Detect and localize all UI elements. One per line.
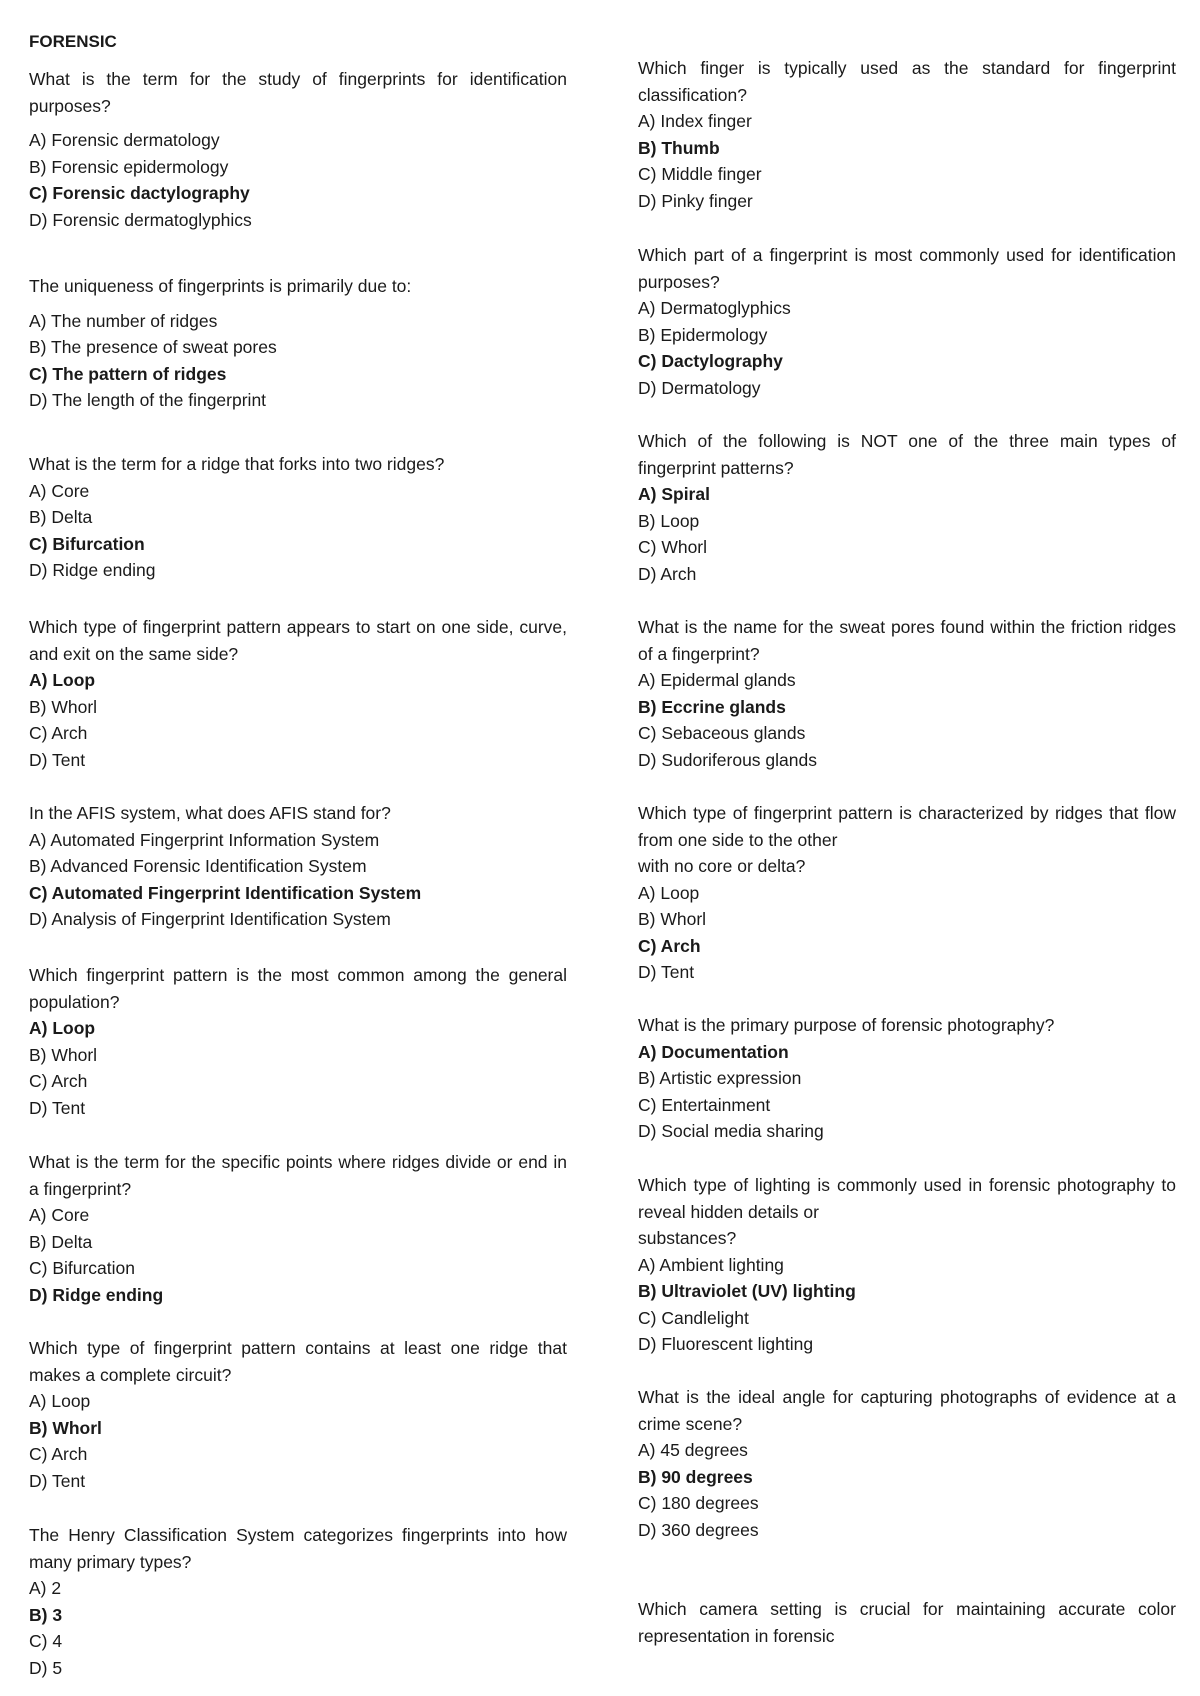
question-block bbox=[29, 451, 567, 584]
option: B) Delta bbox=[29, 507, 93, 527]
option: A) Ambient lighting bbox=[638, 1254, 784, 1275]
option: D) Tent bbox=[29, 749, 86, 770]
option: D) Dermatology bbox=[638, 377, 761, 398]
option-correct: A) Loop bbox=[29, 670, 96, 690]
question-text: What is the primary purpose of forensic photography? bbox=[638, 1015, 1055, 1035]
question-line: substances? bbox=[638, 1228, 737, 1248]
options-list bbox=[638, 481, 1176, 587]
option: D) Tent bbox=[638, 962, 695, 982]
question-line: with no core or delta? bbox=[638, 856, 806, 876]
question-text: What is the term for the study of fingerprints for identification purposes? bbox=[29, 69, 567, 116]
option: A) Dermatoglyphics bbox=[638, 298, 791, 318]
options-list bbox=[29, 1388, 567, 1494]
question-text: Which part of a fingerprint is most commonly used for identification purposes? bbox=[638, 245, 1176, 292]
question-block bbox=[29, 273, 567, 414]
question-block bbox=[638, 242, 1176, 401]
question-block bbox=[29, 800, 567, 933]
option: A) Core bbox=[29, 480, 90, 501]
question-text: Which of the following is NOT one of the three main types of fingerprint patterns? bbox=[638, 431, 1176, 478]
question-block bbox=[638, 55, 1176, 214]
option: A) Forensic dermatology bbox=[29, 130, 220, 150]
option: B) Epidermology bbox=[638, 324, 768, 345]
option: A) 45 degrees bbox=[638, 1440, 748, 1460]
options-list bbox=[29, 308, 567, 414]
question-block bbox=[638, 1172, 1176, 1358]
option: D) 360 degrees bbox=[638, 1519, 759, 1540]
document-title: FORENSIC bbox=[29, 32, 117, 51]
option: C) Sebaceous glands bbox=[638, 723, 806, 743]
option-correct: C) Forensic dactylography bbox=[29, 183, 250, 203]
option-correct: A) Loop bbox=[29, 1018, 96, 1038]
question-text: What is the term for the specific points where ridges divide or end in a fingerprint? bbox=[29, 1152, 567, 1199]
option-correct: A) Spiral bbox=[638, 484, 710, 504]
question-block bbox=[638, 428, 1176, 587]
options-list bbox=[29, 667, 567, 773]
option-correct: B) Eccrine glands bbox=[638, 696, 786, 717]
question-block bbox=[29, 1335, 567, 1494]
option: D) Tent bbox=[29, 1470, 86, 1491]
question-text: What is the term for a ridge that forks into two ridges? bbox=[29, 454, 445, 474]
question-text: Which type of fingerprint pattern appears to start on one side, curve, and exit on the same side? bbox=[29, 617, 567, 664]
option: A) The number of ridges bbox=[29, 310, 218, 331]
question-text: The Henry Classification System categorizes fingerprints into how many primary types? bbox=[29, 1525, 567, 1572]
option-correct: B) Ultraviolet (UV) lighting bbox=[638, 1281, 856, 1301]
option: D) Fluorescent lighting bbox=[638, 1334, 814, 1354]
option: C) 180 degrees bbox=[638, 1493, 759, 1513]
option: C) Bifurcation bbox=[29, 1258, 136, 1278]
question-text: What is the name for the sweat pores found within the friction ridges of a fingerprint? bbox=[638, 617, 1176, 664]
option: D) The length of the fingerprint bbox=[29, 390, 267, 410]
options-list bbox=[638, 1437, 1176, 1543]
question-text: The uniqueness of fingerprints is primarily due to: bbox=[29, 276, 412, 296]
option: A) Core bbox=[29, 1205, 90, 1225]
question-text: What is the ideal angle for capturing photographs of evidence at a crime scene? bbox=[638, 1387, 1176, 1434]
question-block bbox=[29, 1149, 567, 1308]
options-list bbox=[29, 1575, 567, 1681]
option-correct: C) Automated Fingerprint Identification System bbox=[29, 882, 422, 903]
option: D) Arch bbox=[638, 563, 697, 584]
options-list bbox=[638, 880, 1176, 986]
options-list bbox=[29, 827, 567, 933]
option: A) Loop bbox=[29, 1391, 91, 1411]
question-block bbox=[638, 1384, 1176, 1543]
option: B) Delta bbox=[29, 1231, 93, 1252]
option: B) Loop bbox=[638, 510, 700, 531]
question-block bbox=[638, 800, 1176, 986]
option-correct: B) Thumb bbox=[638, 137, 720, 158]
option-correct: B) 3 bbox=[29, 1604, 63, 1625]
options-list bbox=[29, 127, 567, 233]
option: C) Arch bbox=[29, 723, 88, 743]
question-text: Which finger is typically used as the standard for fingerprint classification? bbox=[638, 58, 1176, 105]
option: A) Loop bbox=[638, 882, 700, 903]
option: B) Whorl bbox=[29, 1044, 98, 1065]
option: B) Forensic epidermology bbox=[29, 156, 229, 177]
option: D) Tent bbox=[29, 1097, 86, 1118]
options-list bbox=[638, 1039, 1176, 1145]
question-text bbox=[638, 800, 1176, 880]
question-text: In the AFIS system, what does AFIS stand for? bbox=[29, 803, 391, 823]
question-block bbox=[638, 1596, 1176, 1649]
option: D) Social media sharing bbox=[638, 1121, 824, 1141]
option-correct: C) Arch bbox=[638, 935, 701, 956]
option: B) Whorl bbox=[638, 909, 707, 929]
option: D) Sudoriferous glands bbox=[638, 749, 817, 770]
question-block bbox=[29, 962, 567, 1121]
question-text bbox=[638, 1172, 1176, 1252]
option: B) The presence of sweat pores bbox=[29, 337, 277, 357]
options-list bbox=[638, 667, 1176, 773]
question-block bbox=[638, 1012, 1176, 1145]
options-list bbox=[29, 1202, 567, 1308]
options-list bbox=[638, 295, 1176, 401]
option-correct: A) Documentation bbox=[638, 1041, 789, 1062]
question-text: Which type of fingerprint pattern contains at least one ridge that makes a complete circuit? bbox=[29, 1338, 567, 1385]
option-correct: D) Ridge ending bbox=[29, 1284, 164, 1305]
option: C) Candlelight bbox=[638, 1307, 749, 1328]
option: D) Analysis of Fingerprint Identification System bbox=[29, 909, 391, 929]
options-list bbox=[638, 108, 1176, 214]
option: C) 4 bbox=[29, 1631, 63, 1651]
option: B) Advanced Forensic Identification System bbox=[29, 856, 367, 876]
option: D) 5 bbox=[29, 1657, 63, 1678]
question-line: Which type of fingerprint pattern is characterized by ridges that flow from one side to the other bbox=[638, 803, 1176, 850]
option: A) 2 bbox=[29, 1578, 62, 1598]
question-block bbox=[29, 66, 567, 233]
option: D) Ridge ending bbox=[29, 560, 156, 580]
option: B) Artistic expression bbox=[638, 1068, 802, 1088]
options-list bbox=[29, 1015, 567, 1121]
options-list bbox=[638, 1252, 1176, 1358]
option: A) Index finger bbox=[638, 111, 752, 131]
option: D) Pinky finger bbox=[638, 190, 753, 211]
question-text: Which fingerprint pattern is the most common among the general population? bbox=[29, 965, 567, 1012]
question-text: Which camera setting is crucial for maintaining accurate color representation in forensic bbox=[638, 1599, 1176, 1646]
question-block bbox=[638, 614, 1176, 773]
question-block bbox=[29, 1522, 567, 1681]
option-correct: C) Dactylography bbox=[638, 351, 783, 371]
option-correct: B) Whorl bbox=[29, 1417, 102, 1438]
option: C) Whorl bbox=[638, 537, 708, 557]
option-correct: C) The pattern of ridges bbox=[29, 363, 227, 384]
option: B) Whorl bbox=[29, 696, 98, 717]
option: C) Arch bbox=[29, 1444, 88, 1464]
options-list bbox=[29, 478, 567, 584]
option: A) Automated Fingerprint Information System bbox=[29, 829, 380, 850]
question-line: Which type of lighting is commonly used in forensic photography to reveal hidden details or bbox=[638, 1175, 1176, 1222]
option-correct: C) Bifurcation bbox=[29, 533, 145, 554]
option: D) Forensic dermatoglyphics bbox=[29, 209, 252, 230]
option: C) Middle finger bbox=[638, 164, 762, 184]
option: C) Arch bbox=[29, 1071, 88, 1091]
question-block bbox=[29, 614, 567, 773]
option: C) Entertainment bbox=[638, 1094, 771, 1115]
option-correct: B) 90 degrees bbox=[638, 1466, 753, 1487]
option: A) Epidermal glands bbox=[638, 670, 796, 690]
